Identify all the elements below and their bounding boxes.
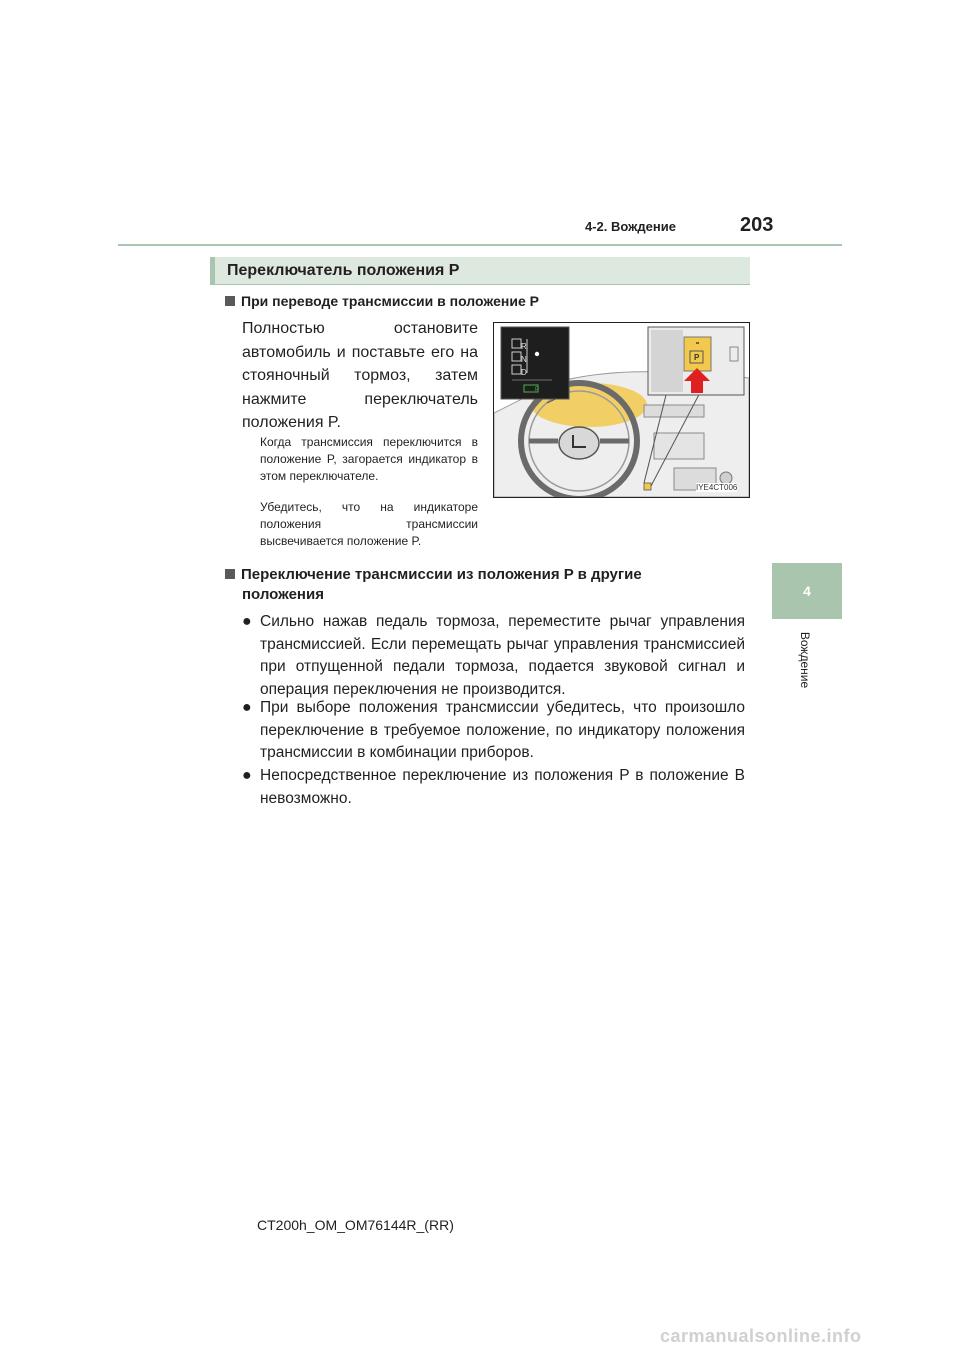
- chapter-tab: 4: [772, 563, 842, 619]
- round-bullet-icon: ●: [242, 767, 252, 784]
- round-bullet-icon: ●: [242, 699, 252, 716]
- illustration-code: IYE4CT006: [696, 483, 738, 492]
- square-bullet-icon: [225, 296, 235, 306]
- bullet-text: Сильно нажав педаль тормоза, переместите рычаг управления трансмиссией. Если перемещать рычаг управления трансмиссией при отпущенной педали тормоза, подается звуковой сигнал и операция переключения не производится.: [260, 613, 745, 698]
- note-check-position: Убедитесь, что на индикаторе положения трансмиссии высвечивается положение P.: [260, 500, 478, 548]
- bullet-item: [242, 611, 745, 701]
- gear-letter-r: R: [521, 342, 527, 351]
- page-number: 203: [740, 214, 774, 236]
- watermark: carmanualsonline.info: [660, 1326, 862, 1346]
- dashboard-drawing: [494, 323, 749, 497]
- subsection-heading-2-line2: положения: [242, 586, 324, 603]
- subsection-heading-2: [225, 563, 745, 586]
- subsection-heading-1-text: При переводе трансмиссии в положение P: [241, 293, 539, 309]
- section-title: Переключатель положения P: [227, 262, 460, 279]
- bullet-item: [242, 765, 745, 810]
- running-header-section: 4-2. Вождение: [585, 219, 676, 234]
- chapter-tab-label: Вождение: [798, 631, 812, 689]
- subsection-heading-1: [225, 293, 539, 309]
- header-rule: [118, 244, 842, 246]
- gear-letter-d: D: [521, 368, 527, 377]
- note-indicator: Когда трансмиссия переключится в положение P, загорается индикатор в этом переключателе.: [260, 435, 478, 483]
- round-bullet-icon: ●: [242, 613, 252, 630]
- meter-park-label: P: [535, 387, 540, 393]
- section-title-bar: [210, 257, 750, 285]
- square-bullet-icon: [225, 569, 235, 579]
- document-footer: CT200h_OM_OM76144R_(RR): [257, 1217, 454, 1233]
- bullet-text: При выборе положения трансмиссии убедитесь, что произошло переключение в требуемое положение, по индикатору положения трансмиссии в комбинации приборов.: [260, 699, 745, 761]
- gear-letter-n: N: [521, 355, 527, 364]
- subsection-heading-2-line1: Переключение трансмиссии из положения P в другие: [241, 566, 642, 583]
- bullet-item: [242, 697, 745, 765]
- dashboard-illustration: [493, 322, 750, 498]
- p-switch-label: P: [694, 353, 700, 362]
- bullet-text: Непосредственное переключение из положения P в положение B невозможно.: [260, 767, 745, 807]
- instruction-paragraph: Полностью остановите автомобиль и поставьте его на стояночный тормоз, затем нажмите переключатель положения P.: [242, 320, 478, 431]
